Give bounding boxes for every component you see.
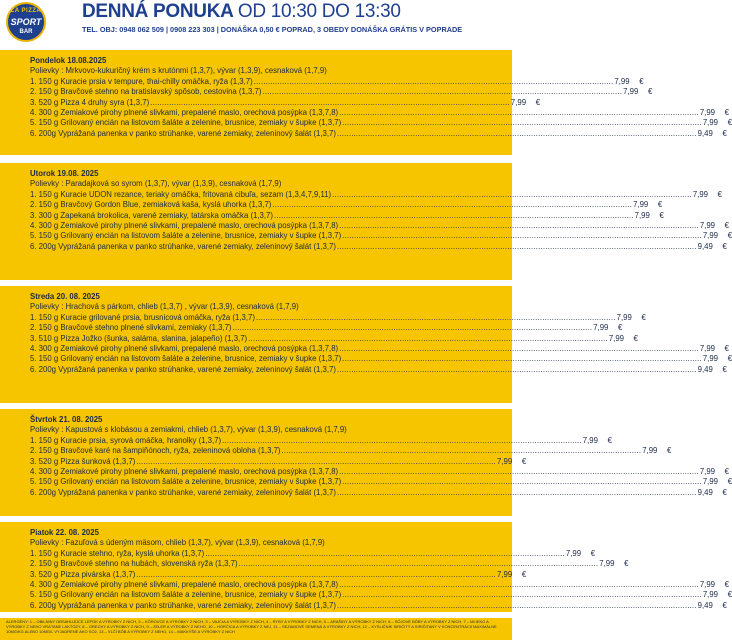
menu-item-price: 7,99: [702, 477, 719, 487]
leader-dots: [337, 129, 697, 139]
menu-item: [30, 456, 527, 467]
leader-dots: [136, 570, 496, 580]
leader-dots: [339, 344, 699, 354]
menu-item-price: 9,49: [697, 241, 713, 251]
leader-dots: [205, 549, 565, 559]
menu-item: [30, 467, 730, 477]
leader-dots: [342, 590, 702, 600]
euro-sign: €: [647, 87, 653, 97]
menu-item-price: 9,49: [697, 600, 713, 610]
leader-dots: [150, 98, 510, 108]
euro-sign: €: [641, 312, 646, 322]
euro-sign: €: [659, 210, 664, 220]
leader-dots: [239, 559, 599, 569]
menu-item: [30, 118, 732, 128]
euro-sign: €: [657, 200, 663, 210]
leader-dots: [272, 200, 632, 210]
menu-item-text: 5. 150 g Grilovaný encián na listovom šaláte a zelenine, brusnice, zemiaky v šupke (1,3,7): [30, 477, 342, 487]
menu-item-text: 1. 150 g Kuracie stehno, ryža, kyslá uhorka (1,3,7): [30, 548, 205, 558]
euro-sign: €: [727, 231, 732, 241]
menu-item-text: 3. 520 g Pizza 4 druhy syra (1,3,7): [30, 97, 150, 107]
menu-item-price: 7,99: [702, 118, 719, 128]
day-title: Pondelok 18.08.2025: [30, 56, 107, 65]
menu-item: [30, 312, 646, 323]
menu-item: [30, 221, 730, 231]
menu-item-price: 7,99: [699, 221, 716, 231]
menu-item-text: 6. 200g Vyprážaná panenka v panko strúhanke, varené zemiaky, zeleninový šalát (1,3,7): [30, 241, 336, 251]
logo-bottom-text: BAR: [19, 29, 33, 35]
menu-item-text: 4. 300 g Zemiakové pirohy plnené slivkami, prepalené maslo, orechová posýpka (1,3,7,8): [30, 344, 339, 354]
la-pizza-sport-bar-logo: [6, 2, 46, 42]
menu-item-text: 1. 150 g Kuracie UDON rezance, teriaky omáčka, fritovaná cibuľa, sezam (1,3,4,7,9,11): [30, 189, 332, 199]
menu-item-text: 2. 150 g Bravčové stehno plnené slivkami, zemiaky (1,3,7): [30, 323, 232, 333]
menu-item-price: 7,99: [699, 467, 716, 477]
menu-item-price: 7,99: [582, 435, 598, 445]
menu-item-text: 4. 300 g Zemiakové pirohy plnené slivkami, prepalené maslo, orechová posýpka (1,3,7,8): [30, 580, 339, 590]
allergens-text: ALERGÉNY: 1 – OBILNINY OBSAHUJÚCE LEPOK A VÝROBKY Z NICH, 2 – KÔROVCE A VÝROBKY Z NICH, 3 – VAJCIA A VÝROBKY Z NICH, 4 – RYBY A VÝROBKY Z NICH, 5 – ARAŠIDY A VÝROBKY Z NICH, 6 – SÓJOVÉ BÔBY A VÝROBKY Z NICH, 7 – MLIEKO A VÝROBKY Z NEHO VRÁTANE LAKTÓZY, 8 – ORECHY A VÝROBKY Z NICH, 9 – ZELER A VÝROBKY Z NEHO, 10 – HORČICA A VÝROBKY Z NEJ, 11 – SEZAMOVÉ SEMENÁ A VÝROBKY Z NICH, 12 – KYSLIČNÍK SIRIČITÝ A SIRIČITANY V KONCENTRÁCII MAXIMÁLNE 10MG/KG ALEBO 10MG/L VYJADRENÉ AKO SO2, 13 – VLČÍ BÔB A VÝROBKY Z NEHO, 14 – MÄKKÝŠE A VÝROBKY Z NICH: [6, 619, 497, 634]
leader-dots: [342, 477, 702, 487]
menu-item: [30, 354, 732, 364]
order-phone-line: TEL. OBJ: 0948 062 509 | 0908 223 303 | DONÁŠKA 0,50 € POPRAD, 3 OBEDY DONÁŠKA GRÁTIS V POPRADE: [82, 25, 463, 34]
menu-item: [30, 323, 623, 333]
menu-item: [30, 241, 727, 252]
day-section: [0, 286, 732, 403]
menu-item-price: 7,99: [702, 354, 719, 364]
euro-sign: €: [727, 354, 732, 364]
menu-item: [30, 344, 730, 354]
euro-sign: €: [521, 569, 527, 579]
allergens-footer: [0, 618, 512, 640]
euro-sign: €: [722, 487, 727, 497]
euro-sign: €: [618, 323, 623, 333]
logo-mid-text: SPORT: [10, 17, 42, 27]
soup-line: Polievky : Fazuľová s údeným mäsom, chlieb (1,3,7), vývar (1,3,9), cesnaková (1,7,9): [30, 538, 325, 548]
leader-dots: [262, 87, 622, 97]
euro-sign: €: [722, 364, 727, 374]
menu-item-text: 5. 150 g Grilovaný encián na listovom šaláte a zelenine, brusnice, zemiaky v šupke (1,3,7): [30, 118, 342, 128]
day-title: Štvrtok 21. 08. 2025: [30, 415, 103, 424]
leader-dots: [337, 488, 697, 498]
menu-item-text: 3. 520 g Pizza pivárska (1,3,7): [30, 569, 136, 579]
day-title: Streda 20. 08. 2025: [30, 292, 100, 301]
leader-dots: [339, 108, 699, 118]
menu-item-price: 7,99: [593, 323, 609, 333]
menu-item-price: 7,99: [633, 200, 649, 210]
menu-item: [30, 108, 730, 118]
day-title: Utorok 19.08. 2025: [30, 169, 99, 178]
menu-item-price: 9,49: [697, 487, 713, 497]
day-section: [0, 522, 732, 612]
menu-item-text: 4. 300 g Zemiakové pirohy plnené slivkami, prepalené maslo, orechová posýpka (1,3,7,8): [30, 221, 339, 231]
menu-item: [30, 569, 527, 580]
menu-item-text: 6. 200g Vyprážaná panenka v panko strúhanke, varené zemiaky, zeleninový šalát (1,3,7): [30, 128, 336, 138]
menu-item-text: 4. 300 g Zemiakové pirohy plnené slivkami, prepalené maslo, orechová posýpka (1,3,7,8): [30, 108, 339, 118]
leader-dots: [337, 365, 697, 375]
menu-item-text: 2. 150 g Bravčové stehno na hubách, slovenská ryža (1,3,7): [30, 559, 238, 569]
menu-item-price: 9,49: [697, 364, 713, 374]
leader-dots: [339, 221, 699, 231]
menu-item-price: 7,99: [634, 210, 650, 220]
menu-item-price: 7,99: [599, 559, 615, 569]
menu-item: [30, 477, 732, 487]
menu-item: [30, 435, 612, 446]
menu-item-price: 7,99: [692, 189, 709, 199]
menu-item-price: 9,49: [697, 128, 713, 138]
menu-item-text: 4. 300 g Zemiakové pirohy plnené slivkami, prepalené maslo, orechová posýpka (1,3,7,8): [30, 467, 339, 477]
menu-item-price: 7,99: [623, 87, 639, 97]
leader-dots: [233, 323, 593, 333]
menu-item-text: 6. 200g Vyprážaná panenka v panko strúhanke, varené zemiaky, zeleninový šalát (1,3,7): [30, 600, 336, 610]
menu-item: [30, 487, 727, 498]
menu-item-price: 7,99: [616, 312, 632, 322]
menu-item: [30, 548, 596, 559]
menu-item: [30, 590, 732, 600]
leader-dots: [254, 77, 614, 87]
menu-item-price: 7,99: [699, 344, 716, 354]
euro-sign: €: [624, 559, 629, 569]
leader-dots: [222, 436, 582, 446]
menu-item-text: 5. 150 g Grilovaný encián na listovom šaláte a zelenine, brusnice, zemiaky v šupke (1,3,7): [30, 590, 342, 600]
menu-item-price: 7,99: [565, 548, 582, 558]
menu-item: [30, 446, 672, 456]
title-hours: OD 10:30 DO 13:30: [237, 1, 401, 22]
menu-item-text: 6. 200g Vyprážaná panenka v panko strúhanke, varené zemiaky, zeleninový šalát (1,3,7): [30, 487, 336, 497]
menu-item-price: 7,99: [614, 76, 630, 86]
euro-sign: €: [590, 548, 596, 558]
menu-item-price: 7,99: [699, 108, 716, 118]
title-bold: DENNÁ PONUKA: [82, 1, 233, 22]
menu-item-price: 7,99: [510, 97, 527, 107]
euro-sign: €: [727, 590, 732, 600]
menu-item-text: 2. 150 g Bravčové karé na šampiňónoch, ryža, zeleninová obloha (1,3,7): [30, 446, 281, 456]
leader-dots: [332, 190, 692, 200]
menu-item: [30, 559, 629, 569]
leader-dots: [282, 446, 642, 456]
euro-sign: €: [727, 118, 732, 128]
leader-dots: [248, 334, 608, 344]
menu-item-price: 7,99: [702, 231, 719, 241]
menu-item-text: 2. 150 g Bravčový Gordon Blue, zemiaková kaša, kyslá uhorka (1,3,7): [30, 200, 272, 210]
soup-line: Polievky : Paradajková so syrom (1,3,7), vývar (1,3,9), cesnaková (1,7,9): [30, 179, 282, 189]
menu-item-price: 7,99: [702, 590, 719, 600]
euro-sign: €: [535, 97, 541, 107]
soup-line: Polievky : Hrachová s párkom, chlieb (1,3,7) , vývar (1,3,9), cesnaková (1,7,9): [30, 302, 299, 312]
leader-dots: [342, 354, 702, 364]
leader-dots: [274, 211, 634, 221]
menu-item-price: 7,99: [497, 456, 513, 466]
leader-dots: [337, 242, 697, 252]
leader-dots: [136, 457, 496, 467]
menu-item: [30, 600, 727, 611]
euro-sign: €: [724, 344, 730, 354]
menu-item-text: 1. 150 g Kuracie grilované prsia, brusnicová omáčka, ryža (1,3,7): [30, 312, 255, 322]
menu-item: [30, 87, 653, 97]
menu-item-text: 1. 150 g Kuracie prsia, syrová omáčka, hranolky (1,3,7): [30, 435, 222, 445]
euro-sign: €: [724, 467, 730, 477]
menu-item-text: 3. 520 g Pizza šunková (1,3,7): [30, 456, 136, 466]
euro-sign: €: [607, 435, 612, 445]
euro-sign: €: [722, 241, 727, 251]
page-title: [82, 2, 401, 22]
euro-sign: €: [722, 128, 727, 138]
menu-item-price: 7,99: [642, 446, 658, 456]
euro-sign: €: [727, 477, 732, 487]
menu-item-text: 5. 150 g Grilovaný encián na listovom šaláte a zelenine, brusnice, zemiaky v šupke (1,3,7): [30, 354, 342, 364]
euro-sign: €: [724, 108, 730, 118]
menu-item: [30, 76, 644, 87]
menu-item: [30, 231, 732, 241]
menu-item: [30, 580, 730, 590]
leader-dots: [339, 467, 699, 477]
logo-top-text: LA PIZZA: [10, 8, 42, 14]
euro-sign: €: [633, 333, 638, 343]
menu-item: [30, 128, 727, 139]
leader-dots: [256, 313, 616, 323]
menu-item-text: 2. 150 g Bravčové stehno na bratislavský spôsob, cestovina (1,3,7): [30, 87, 262, 97]
menu-item-price: 7,99: [496, 569, 513, 579]
menu-item-text: 1. 150 g Kuracie prsia v tempure, thai-chilly omáčka, ryža (1,3,7): [30, 76, 253, 86]
menu-header: [0, 0, 512, 40]
menu-item: [30, 97, 541, 108]
euro-sign: €: [717, 189, 723, 199]
day-section: [0, 50, 732, 155]
day-title: Piatok 22. 08. 2025: [30, 528, 99, 537]
leader-dots: [337, 601, 697, 611]
soup-line: Polievky : Mrkvovo-kukuričný krém s krutónmi (1,3,7), vývar (1,3,9), cesnaková (1,7,9): [30, 66, 327, 76]
menu-item-text: 3. 300 g Zapekaná brokolica, varené zemiaky, tatárska omáčka (1,3,7): [30, 210, 273, 220]
day-section: [0, 409, 732, 516]
euro-sign: €: [724, 221, 730, 231]
euro-sign: €: [722, 600, 727, 610]
menu-item: [30, 364, 727, 375]
menu-item: [30, 333, 638, 344]
euro-sign: €: [724, 580, 730, 590]
day-section: [0, 163, 732, 280]
menu-item-price: 7,99: [608, 333, 624, 343]
euro-sign: €: [667, 446, 672, 456]
leader-dots: [342, 231, 702, 241]
soup-line: Polievky : Kapustová s klobásou a zemiakmi, chlieb (1,3,7), vývar (1,3,9), cesnaková (1,7,9): [30, 425, 347, 435]
menu-item-text: 3. 510 g Pizza Jožko (šunka, saláma, slanina, jalapeño) (1,3,7): [30, 333, 248, 343]
euro-sign: €: [639, 76, 644, 86]
menu-item-text: 5. 150 g Grilovaný encián na listovom šaláte a zelenine, brusnice, zemiaky v šupke (1,3,7): [30, 231, 342, 241]
menu-item-price: 7,99: [699, 580, 716, 590]
leader-dots: [342, 118, 702, 128]
euro-sign: €: [521, 456, 527, 466]
menu-item: [30, 189, 723, 200]
menu-item: [30, 200, 663, 210]
menu-item: [30, 210, 664, 221]
menu-item-text: 6. 200g Vyprážaná panenka v panko strúhanke, varené zemiaky, zeleninový šalát (1,3,7): [30, 364, 336, 374]
leader-dots: [339, 580, 699, 590]
